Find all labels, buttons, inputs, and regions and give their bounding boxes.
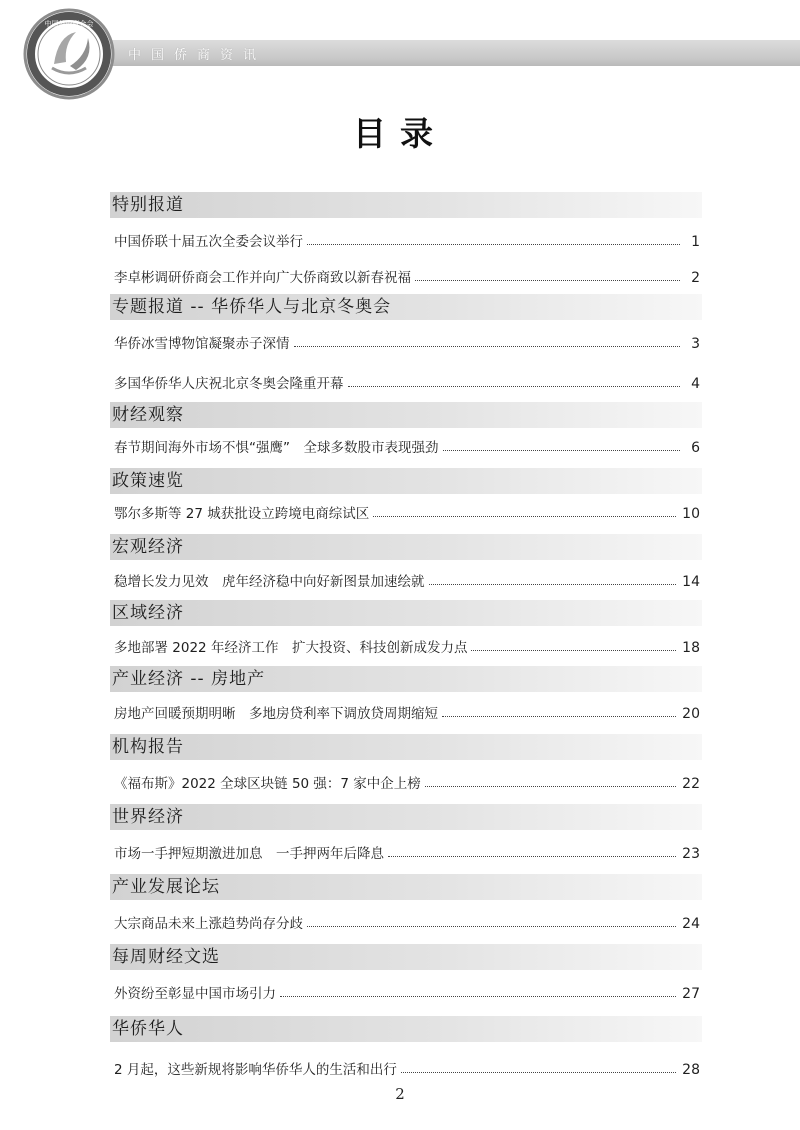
leader-dots (471, 650, 676, 651)
toc-section (110, 804, 702, 862)
publication-title: 中国侨商资讯 (128, 48, 267, 63)
section-heading: 政策速览 (110, 468, 702, 494)
toc-entry[interactable] (110, 1058, 702, 1078)
entry-title: 春节期间海外市场不惧“强鹰” 全球多数股市表现强劲 (114, 440, 439, 456)
entry-page: 24 (682, 916, 700, 932)
entry-page: 27 (682, 986, 700, 1002)
entry-title: 华侨冰雪博物馆凝聚赤子深情 (114, 336, 290, 352)
toc-section (110, 294, 702, 392)
toc-entry[interactable] (110, 636, 702, 656)
entry-title: 房地产回暖预期明晰 多地房贷利率下调放贷周期缩短 (114, 706, 438, 722)
entry-page: 28 (682, 1062, 700, 1078)
toc-section (110, 600, 702, 656)
section-heading: 财经观察 (110, 402, 702, 428)
leader-dots (388, 856, 676, 857)
publication-logo (14, 6, 124, 106)
toc-entry[interactable] (110, 570, 702, 590)
section-heading: 区域经济 (110, 600, 702, 626)
section-heading: 每周财经文选 (110, 944, 702, 970)
toc-section (110, 666, 702, 722)
entry-page: 22 (682, 776, 700, 792)
leader-dots (307, 244, 680, 245)
toc-entry[interactable] (110, 436, 702, 456)
entry-title: 多国华侨华人庆祝北京冬奥会隆重开幕 (114, 376, 344, 392)
entry-page: 3 (691, 336, 700, 352)
entry-title: 市场一手押短期激进加息 一手押两年后降息 (114, 846, 384, 862)
entry-page: 10 (682, 506, 700, 522)
toc-section (110, 1016, 702, 1078)
entry-title: 多地部署 2022 年经济工作 扩大投资、科技创新成发力点 (114, 640, 468, 656)
entry-title: 大宗商品未来上涨趋势尚存分歧 (114, 916, 303, 932)
toc-section (110, 192, 702, 286)
entry-page: 14 (682, 574, 700, 590)
toc-section (110, 402, 702, 456)
section-heading: 专题报道 -- 华侨华人与北京冬奥会 (110, 294, 702, 320)
logo-text: 中国侨商联合会 (44, 20, 94, 28)
leader-dots (373, 516, 676, 517)
entry-page: 4 (691, 376, 700, 392)
toc-entry[interactable] (110, 266, 702, 286)
table-of-contents (110, 190, 702, 1078)
section-heading: 世界经济 (110, 804, 702, 830)
section-heading: 宏观经济 (110, 534, 702, 560)
toc-section (110, 944, 702, 1002)
leader-dots (307, 926, 676, 927)
entry-page: 18 (682, 640, 700, 656)
leader-dots (442, 716, 676, 717)
page-title: 目录 (353, 114, 447, 153)
entry-title: 鄂尔多斯等 27 城获批设立跨境电商综试区 (114, 506, 370, 522)
toc-entry[interactable] (110, 332, 702, 352)
leader-dots (443, 450, 681, 451)
entry-page: 2 (691, 270, 700, 286)
toc-entry[interactable] (110, 842, 702, 862)
leader-dots (429, 584, 677, 585)
toc-entry[interactable] (110, 230, 702, 250)
section-heading: 产业经济 -- 房地产 (110, 666, 702, 692)
entry-title: 李卓彬调研侨商会工作并向广大侨商致以新春祝福 (114, 270, 411, 286)
leader-dots (401, 1072, 676, 1073)
toc-entry[interactable] (110, 982, 702, 1002)
entry-title: 稳增长发力见效 虎年经济稳中向好新图景加速绘就 (114, 574, 425, 590)
section-heading: 产业发展论坛 (110, 874, 702, 900)
leader-dots (415, 280, 680, 281)
toc-entry[interactable] (110, 912, 702, 932)
entry-page: 23 (682, 846, 700, 862)
toc-section (110, 534, 702, 590)
entry-page: 20 (682, 706, 700, 722)
entry-title: 中国侨联十届五次全委会议举行 (114, 234, 303, 250)
toc-section (110, 468, 702, 522)
page-number: 2 (395, 1085, 405, 1103)
section-heading: 华侨华人 (110, 1016, 702, 1042)
toc-section (110, 874, 702, 932)
entry-title: 2 月起，这些新规将影响华侨华人的生活和出行 (114, 1062, 397, 1078)
toc-entry[interactable] (110, 372, 702, 392)
entry-title: 《福布斯》2022 全球区块链 50 强：7 家中企上榜 (114, 776, 421, 792)
leader-dots (348, 386, 681, 387)
leader-dots (280, 996, 676, 997)
section-heading: 特别报道 (110, 192, 702, 218)
entry-page: 6 (691, 440, 700, 456)
toc-entry[interactable] (110, 702, 702, 722)
toc-entry[interactable] (110, 502, 702, 522)
toc-entry[interactable] (110, 772, 702, 792)
entry-title: 外资纷至彰显中国市场引力 (114, 986, 276, 1002)
toc-section (110, 734, 702, 792)
entry-page: 1 (691, 234, 700, 250)
leader-dots (425, 786, 676, 787)
leader-dots (294, 346, 681, 347)
section-heading: 机构报告 (110, 734, 702, 760)
